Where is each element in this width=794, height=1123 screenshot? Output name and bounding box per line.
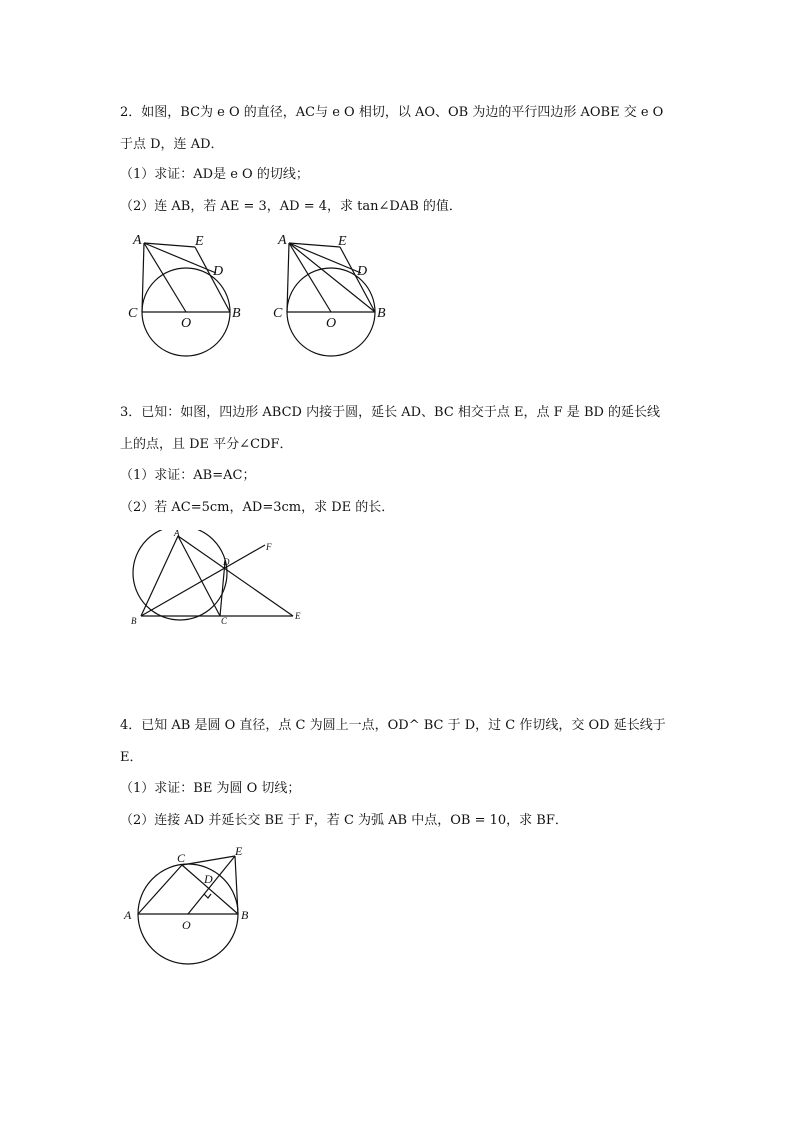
right-angle-mark	[204, 894, 211, 898]
label-b: B	[232, 306, 241, 321]
q3-line-1: 3．已知：如图，四边形 ABCD 内接于圆，延长 AD、BC 相交于点 E，点 F 是 BD 的延长线	[120, 405, 661, 420]
q3-line-2: 上的点，且 DE 平分∠CDF．	[120, 437, 293, 452]
segment-ao	[289, 243, 331, 312]
q2-figure-1	[120, 225, 250, 365]
label-e: E	[195, 234, 204, 249]
label-a: A	[174, 530, 180, 538]
label-a: A	[133, 233, 142, 248]
label-f: F	[266, 542, 272, 552]
q4-part-1: （1）求证：BE 为圆 O 切线；	[120, 781, 301, 796]
segment-ao	[144, 243, 186, 312]
label-a: A	[124, 908, 132, 922]
segment-ac	[178, 536, 220, 616]
segment-ab	[141, 536, 178, 616]
q4-line-1: 4．已知 AB 是圆 O 直径，点 C 为圆上一点，OD^ BC 于 D，过 C 作切线，交 OD 延长线于	[120, 718, 666, 733]
label-d: D	[213, 264, 224, 279]
q2-part-1: （1）求证：AD是 e O 的切线；	[120, 167, 309, 182]
label-b: B	[377, 306, 386, 321]
label-c: C	[177, 851, 186, 865]
segment-eb	[195, 247, 230, 312]
q4-line-2: E．	[120, 750, 143, 765]
q3-part-2: （2）若 AC=5cm，AD=3cm，求 DE 的长．	[120, 500, 395, 515]
segment-eb	[235, 856, 238, 914]
label-c: C	[128, 306, 138, 321]
line-ae	[178, 536, 293, 616]
q3-figure	[125, 530, 315, 630]
label-c: C	[273, 306, 283, 321]
tangent-ce	[182, 856, 235, 865]
q2-line-1: 2．如图，BC为 e O 的直径，AC与 e O 相切，以 AO、OB 为边的平行四边形 AOBE 交 e O	[120, 105, 664, 120]
q3-part-1: （1）求证：AB=AC；	[120, 468, 256, 483]
label-d: D	[204, 872, 213, 886]
label-a: A	[278, 233, 287, 248]
label-b: B	[241, 908, 249, 922]
label-d: D	[357, 264, 368, 279]
label-b: B	[131, 616, 137, 626]
label-e: E	[338, 234, 347, 249]
label-c: C	[221, 616, 228, 626]
q2-part-2: （2）连 AB，若 AE = 3，AD = 4，求 tan∠DAB 的值．	[120, 199, 462, 214]
q2-figure-2	[265, 225, 395, 365]
label-e: E	[295, 611, 301, 621]
label-o: O	[326, 316, 337, 331]
segment-eb	[340, 247, 375, 312]
label-e: E	[235, 844, 243, 858]
label-o: O	[182, 918, 191, 932]
label-o: O	[181, 316, 192, 331]
q4-figure	[120, 843, 260, 968]
line-bf	[141, 545, 265, 616]
label-d: D	[223, 557, 230, 567]
q4-part-2: （2）连接 AD 并延长交 BE 于 F，若 C 为弧 AB 中点，OB = 10，求 BF．	[120, 813, 568, 828]
q2-line-2: 于点 D，连 AD．	[120, 137, 224, 152]
